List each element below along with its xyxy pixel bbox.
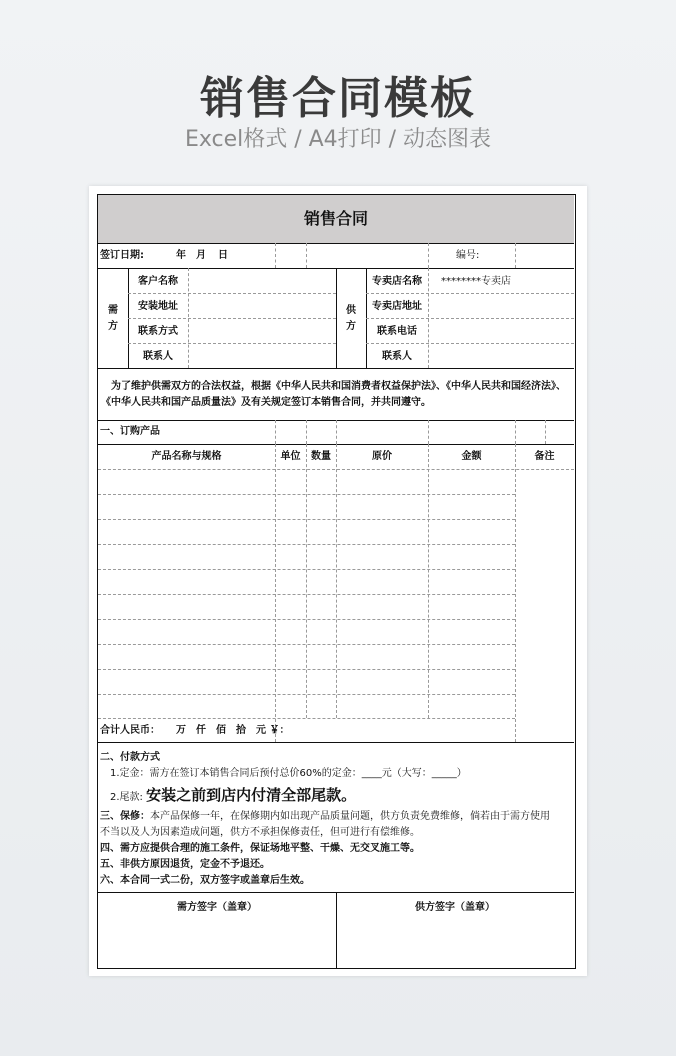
page-subtitle: Excel格式 / A4打印 / 动态图表 xyxy=(184,127,492,152)
table-row xyxy=(98,519,515,520)
table-row xyxy=(98,569,515,570)
seller-char-1: 供 xyxy=(346,305,356,316)
table-row xyxy=(98,644,515,645)
table-row xyxy=(98,619,515,620)
grid-line xyxy=(366,293,574,294)
term-4: 四、需方应提供合理的施工条件，保证场地平整、干燥、无交叉施工等。 xyxy=(100,843,420,854)
grid-line xyxy=(545,420,546,444)
col-header-remarks: 备注 xyxy=(534,451,555,462)
col-header-product: 产品名称与规格 xyxy=(151,451,222,462)
sign-date-label: 签订日期: xyxy=(100,250,144,261)
grid-line xyxy=(366,343,574,344)
grid-line xyxy=(306,444,307,718)
grid-line xyxy=(128,318,336,319)
total-units: 万 仟 佰 拾 元 ￥： xyxy=(176,725,290,736)
buyer-field-address: 安装地址 xyxy=(138,301,178,312)
date-day: 日 xyxy=(218,250,228,261)
table-row xyxy=(98,718,515,719)
term-5: 五、非供方原因退货，定金不予退还。 xyxy=(100,859,270,870)
grid-line xyxy=(275,420,276,444)
payment-balance xyxy=(110,787,356,806)
intro-paragraph: 为了维护供需双方的合法权益，根据《中华人民共和国消费者权益保护法》、《中华人民共和国经济法》、《中华人民共和国产品质量法》及有关规定签订本销售合同，并共同遵守。 xyxy=(101,381,566,408)
grid-line xyxy=(515,420,516,444)
order-section-title: 一、订购产品 xyxy=(100,426,160,437)
buyer-field-person: 联系人 xyxy=(143,351,173,362)
contract-title: 销售合同 xyxy=(98,195,574,244)
table-row xyxy=(98,594,515,595)
total-label: 合计人民币： xyxy=(100,725,160,736)
payment-balance-prefix: 2.尾款: xyxy=(110,792,143,803)
warranty-line-2: 不当以及人为因素造成问题，供方不承担保修责任，但可进行有偿维修。 xyxy=(100,827,420,838)
grid-line xyxy=(515,444,516,742)
divider xyxy=(98,742,574,743)
date-divider xyxy=(275,243,276,268)
table-row xyxy=(98,494,515,495)
date-divider xyxy=(306,243,307,268)
seller-store-name-value: ********专卖店 xyxy=(441,276,511,287)
buyer-signature-label: 需方签字（盖章） xyxy=(177,902,257,913)
buyer-field-contact: 联系方式 xyxy=(138,326,178,337)
col-header-unit: 单位 xyxy=(280,451,301,462)
page-title: 销售合同模板 xyxy=(200,73,476,124)
warranty-text-1: 本产品保修一年，在保修期内如出现产品质量问题，供方负责免费维修，倘若由于需方使用 xyxy=(150,811,550,822)
seller-field-phone: 联系电话 xyxy=(377,326,417,337)
buyer-field-name: 客户名称 xyxy=(138,276,178,287)
seller-field-person: 联系人 xyxy=(382,351,412,362)
payment-balance-emphasis: 安装之前到店内付清全部尾款。 xyxy=(146,786,357,804)
divider xyxy=(98,368,574,369)
divider xyxy=(336,268,337,368)
payment-deposit: 1.定金：需方在签订本销售合同后预付总价60%的定金：____元（大写：_____） xyxy=(110,768,467,779)
grid-line xyxy=(428,420,429,444)
grid-line xyxy=(128,293,336,294)
grid-line xyxy=(275,444,276,742)
buyer-char-1: 需 xyxy=(108,305,118,316)
payment-title: 二、付款方式 xyxy=(100,752,160,763)
col-header-quantity: 数量 xyxy=(311,451,331,462)
seller-char-2: 方 xyxy=(346,321,356,332)
grid-line xyxy=(428,444,429,718)
col-header-original-price: 原价 xyxy=(372,451,392,462)
seller-field-store-address: 专卖店地址 xyxy=(372,301,422,312)
grid-line xyxy=(306,420,307,444)
contract-paper xyxy=(89,186,587,976)
table-row xyxy=(98,669,515,670)
grid-line xyxy=(128,343,336,344)
number-label: 编号: xyxy=(456,250,480,261)
term-6: 六、本合同一式二份，双方签字或盖章后生效。 xyxy=(100,875,310,886)
date-divider xyxy=(515,243,516,268)
buyer-char-2: 方 xyxy=(108,321,118,332)
date-month: 月 xyxy=(196,250,206,261)
table-row xyxy=(98,469,574,470)
table-row xyxy=(98,544,515,545)
contract-sheet xyxy=(97,194,576,969)
grid-line xyxy=(336,420,337,444)
date-divider xyxy=(428,243,429,268)
table-row xyxy=(98,694,515,695)
seller-signature-label: 供方签字（盖章） xyxy=(415,902,495,913)
grid-line xyxy=(366,318,574,319)
seller-field-store-name: 专卖店名称 xyxy=(372,276,422,287)
warranty-line-1 xyxy=(100,809,550,825)
date-year: 年 xyxy=(176,250,186,261)
warranty-label: 三、保修： xyxy=(100,811,150,822)
col-header-amount: 金额 xyxy=(461,451,482,462)
grid-line xyxy=(336,444,337,718)
